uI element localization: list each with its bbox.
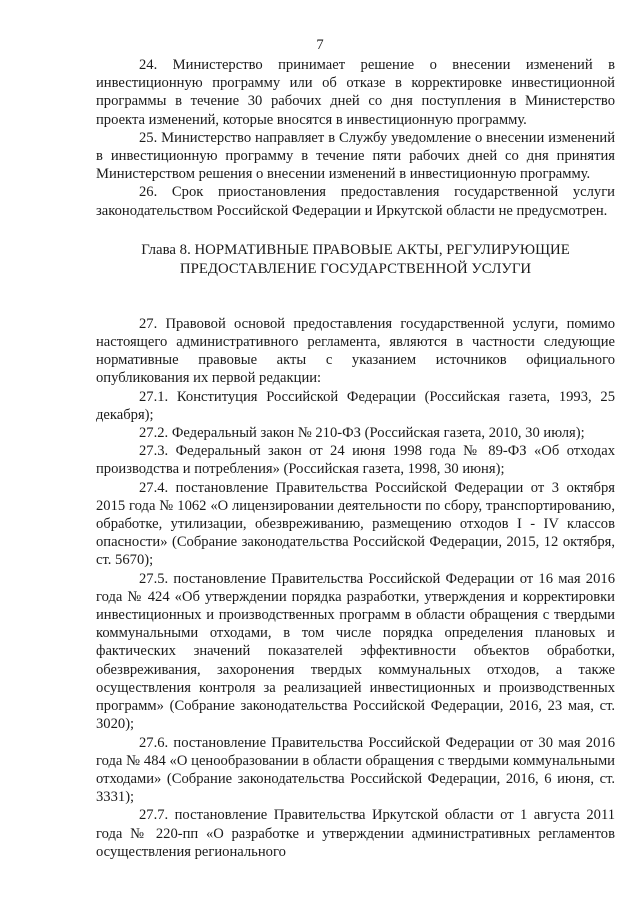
spacer [96,299,615,315]
paragraph-27-4: 27.4. постановление Правительства Российской Федерации от 3 октября 2015 года № 1062 «О лицензировании деятельности по сбору, транспортированию, обработке, утилизации, обезвреживанию, размещению отходов I - IV классов опасности» (Собрание законодательства Российской Федерации, 2015, 12 октября, ст. 5670); [96,479,615,569]
paragraph-25: 25. Министерство направляет в Службу уведомление о внесении изменений в инвестиционную программу в течение пяти рабочих дней со дня принятия Министерством решения о внесении изменений в инвестиционную программу. [96,129,615,183]
paragraph-24: 24. Министерство принимает решение о внесении изменений в инвестиционную программу или об отказе в корректировке инвестиционной программы в течение 30 рабочих дней со дня поступления в Министерство проекта изменений, которые вносятся в инвестиционную программу. [96,57,615,128]
paragraph-27-5: 27.5. постановление Правительства Российской Федерации от 16 мая 2016 года № 424 «Об утверждении порядка разработки, утверждения и корректировки инвестиционных и производственных программ в области обращения с твердыми коммунальными отходами, в том числе порядка определения плановых и фактических значений показателей эффективности объектов обработки, обезвреживания, захоронения твердых коммунальных отходов, а также осуществления контроля за реализацией инвестиционных и производственных программ» (Собрание законодательства Российской Федерации, 2016, 23 мая, ст. 3020); [96,570,615,733]
chapter-heading [96,241,615,279]
chapter-heading-line-1: Глава 8. НОРМАТИВНЫЕ ПРАВОВЫЕ АКТЫ, РЕГУЛИРУЮЩИЕ [141,241,570,258]
page-number: 7 [316,37,324,53]
paragraph-27-6: 27.6. постановление Правительства Российской Федерации от 30 мая 2016 года № 484 «О ценообразовании в области обращения с твердыми коммунальными отходами» (Собрание законодательства Российской Федерации, 2016, 6 июня, ст. 3331); [96,734,615,806]
paragraph-27-1: 27.1. Конституция Российской Федерации (Российская газета, 1993, 25 декабря); [96,388,615,423]
paragraph-27: 27. Правовой основой предоставления государственной услуги, помимо настоящего административного регламента, являются в частности следующие нормативные правовые акты с указанием источников официального опубликования их первой редакции: [96,315,615,387]
document-body [96,56,615,861]
paragraph-27-3: 27.3. Федеральный закон от 24 июня 1998 года № 89-ФЗ «Об отходах производства и потребления» (Российская газета, 1998, 30 июня); [96,443,615,478]
chapter-heading-line-2: ПРЕДОСТАВЛЕНИЕ ГОСУДАРСТВЕННОЙ УСЛУГИ [179,260,532,277]
paragraph-26: 26. Срок приостановления предоставления государственной услуги законодательством Российской Федерации и Иркутской области не предусмотрен. [96,184,615,219]
paragraph-27-7: 27.7. постановление Правительства Иркутской области от 1 августа 2011 года № 220-пп «О разработке и утверждении административных регламентов осуществления регионального [96,807,615,860]
paragraph-27-2: 27.2. Федеральный закон № 210-ФЗ (Российская газета, 2010, 30 июля); [139,425,585,442]
